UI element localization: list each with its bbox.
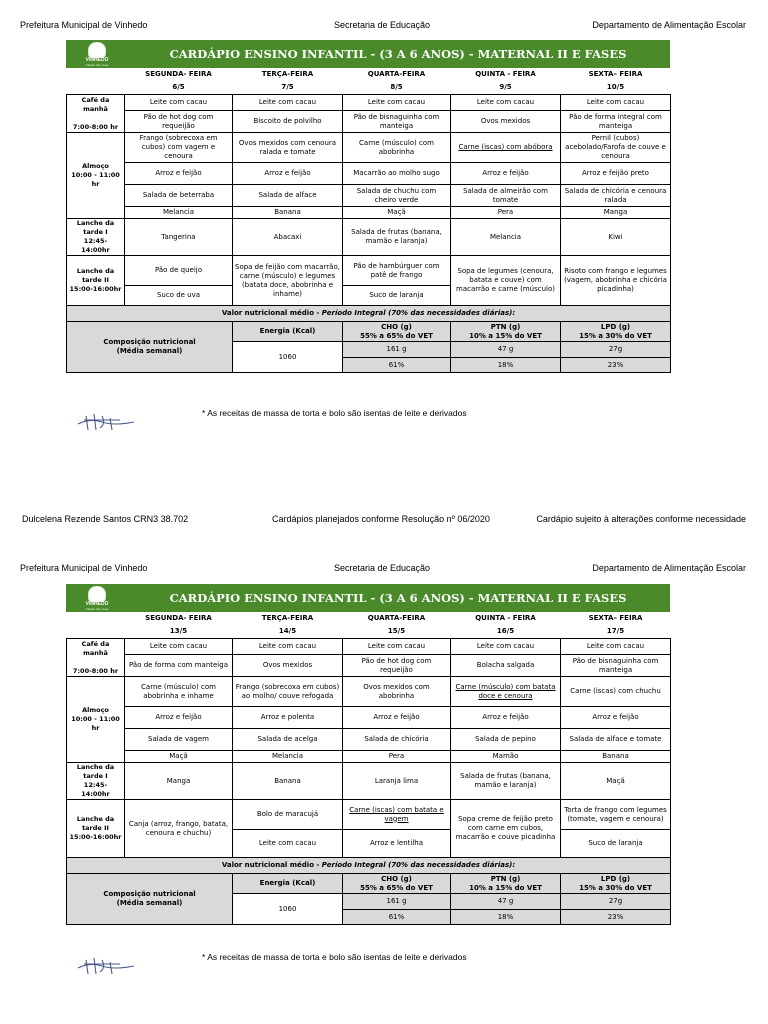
ptn-pct: 18%	[451, 358, 561, 373]
menu-cell: Frango (sobrecoxa em cubos) com vagem e cenoura	[125, 133, 233, 163]
cho-header	[343, 322, 451, 342]
menu-cell: Leite com cacau	[125, 639, 233, 655]
breakfast-row-2	[67, 111, 671, 133]
menu-cell: Sopa de feijão com macarrão, carne (músculo) e legumes (batata doce, abobrinha e inhame)	[233, 256, 343, 306]
menu-cell: Pão de bisnaguinha com manteiga	[561, 655, 671, 677]
meal-label-snack-1	[67, 763, 125, 800]
menu-cell: Macarrão ao molho sugo	[343, 163, 451, 185]
menu-cell: Laranja lima	[343, 763, 451, 800]
menu-cell: Banana	[233, 763, 343, 800]
cho-range: 55% a 65% do VET	[360, 883, 433, 892]
menu-cell: Arroz e feijão	[125, 163, 233, 185]
menu-cell: Leite com cacau	[561, 95, 671, 111]
lpd-grams: 27g	[561, 894, 671, 910]
city-crest-icon	[88, 586, 106, 602]
meal-time: 10:00 - 11:00 hr	[71, 715, 120, 732]
menu-cell: Pão de forma integral com manteiga	[561, 111, 671, 133]
meal-label-lunch	[67, 133, 125, 219]
menu-cell: Banana	[233, 207, 343, 219]
lpd-header	[561, 322, 671, 342]
lpd-pct: 23%	[561, 910, 671, 925]
energy-label: Energia (Kcal)	[233, 874, 343, 894]
header-secretariat: Secretaria de Educação	[334, 563, 431, 573]
nutrition-title	[67, 858, 671, 874]
menu-cell: Pão de bisnaguinha com manteiga	[343, 111, 451, 133]
ptn-label: PTN (g)	[490, 322, 521, 331]
weekday-label: SEGUNDA- FEIRA	[145, 614, 212, 622]
menu-cell: Pão de hambúrguer com patê de frango	[343, 256, 451, 286]
header-municipality: Prefeitura Municipal de Vinhedo	[20, 20, 148, 30]
date-label: 15/5	[343, 625, 451, 639]
header-department: Departamento de Alimentação Escolar	[592, 20, 746, 30]
breakfast-row	[67, 95, 671, 111]
menu-cell: Abacaxi	[233, 219, 343, 256]
date-label: 9/5	[451, 81, 561, 95]
meal-label-snack-2	[67, 256, 125, 306]
menu-cell: Carne (iscas) com batata e vagem	[343, 800, 451, 830]
header-secretariat: Secretaria de Educação	[334, 20, 431, 30]
vinhedo-logo	[76, 42, 118, 66]
menu-cell: Manga	[125, 763, 233, 800]
meal-time: 15:00-16:00hr	[69, 285, 122, 293]
lpd-range: 15% a 30% do VET	[579, 331, 652, 340]
cho-grams: 161 g	[343, 894, 451, 910]
logo-subtitle: Cidade das Uvas	[85, 607, 109, 611]
menu-cell: Ovos mexidos com cenoura ralada e tomate	[233, 133, 343, 163]
weekday-label: TERÇA-FEIRA	[261, 70, 314, 78]
menu-cell: Mamão	[451, 751, 561, 763]
header-department: Departamento de Alimentação Escolar	[592, 563, 746, 573]
menu-cell: Biscoito de polvilho	[233, 111, 343, 133]
date-label: 13/5	[125, 625, 233, 639]
menu-cell: Melancia	[451, 219, 561, 256]
cho-label: CHO (g)	[381, 322, 412, 331]
menu-cell: Carne (iscas) com chuchu	[561, 677, 671, 707]
ptn-header	[451, 322, 561, 342]
cho-pct: 61%	[343, 358, 451, 373]
menu-cell: Ovos mexidos com abobrinha	[343, 677, 451, 707]
menu-table	[66, 612, 671, 925]
logo-subtitle: Cidade das Uvas	[85, 63, 109, 67]
composition-text: Composição nutricional	[103, 338, 196, 346]
lunch-row-1	[67, 677, 671, 707]
menu-cell: Bolo de maracujá	[233, 800, 343, 830]
menu-cell: Carne (músculo) com batata doce e cenoura	[451, 677, 561, 707]
date-label: 14/5	[233, 625, 343, 639]
menu-cell: Maçã	[561, 763, 671, 800]
weekday-label: SEXTA– FEIRA	[588, 614, 643, 622]
meal-name: Café da manhã	[81, 95, 110, 113]
menu-cell: Carne (músculo) com abobrinha e inhame	[125, 677, 233, 707]
nutrition-title-row	[67, 858, 671, 874]
menu-cell: Melancia	[125, 207, 233, 219]
cho-pct: 61%	[343, 910, 451, 925]
menu-cell: Salada de chuchu com cheiro verde	[343, 185, 451, 207]
ptn-label: PTN (g)	[490, 874, 521, 883]
meal-label-snack-1	[67, 219, 125, 256]
weekday-row	[67, 612, 671, 625]
menu-cell: Arroz e feijão	[451, 707, 561, 729]
menu-cell: Risoto com frango e legumes (vagem, abobrinha e chicória picadinha)	[561, 256, 671, 306]
composition-sub: (Média semanal)	[116, 347, 183, 355]
meal-name: Lanche da tarde I	[76, 219, 115, 236]
menu-cell: Canja (arroz, frango, batata, cenoura e chuchu)	[125, 800, 233, 858]
energy-value: 1060	[233, 894, 343, 925]
logo-name: VINHEDO	[85, 601, 109, 607]
date-label: 6/5	[125, 81, 233, 95]
lunch-row-1	[67, 133, 671, 163]
menu-title-bar	[66, 584, 670, 612]
meal-name: Almoço	[82, 162, 109, 170]
snack-2-row	[67, 256, 671, 286]
meal-label-snack-2	[67, 800, 125, 858]
menu-cell: Leite com cacau	[233, 830, 343, 858]
menu-cell: Arroz e feijão	[451, 163, 561, 185]
signature-image	[76, 954, 136, 976]
lunch-row-3	[67, 185, 671, 207]
cho-header	[343, 874, 451, 894]
note-text: * As receitas de massa de torta e bolo são isentas de leite e derivados	[202, 408, 467, 418]
nutrition-header-row	[67, 322, 671, 342]
snack-1-row	[67, 763, 671, 800]
menu-cell: Arroz e polenta	[233, 707, 343, 729]
meal-time: 12:45- 14:00hr	[81, 781, 110, 798]
meal-name: Lanche da tarde II	[76, 267, 115, 284]
footer-nutritionist: Dulcelena Rezende Santos CRN3 38.702	[22, 514, 189, 524]
menu-cell: Arroz e feijão	[233, 163, 343, 185]
menu-cell: Sopa creme de feijão preto com carne em cubos, macarrão e couve picadinha	[451, 800, 561, 858]
energy-value: 1060	[233, 342, 343, 373]
meal-time: 15:00-16:00hr	[69, 833, 122, 841]
menu-cell: Salada de vagem	[125, 729, 233, 751]
menu-cell: Arroz e feijão preto	[561, 163, 671, 185]
weekday-label: QUARTA-FEIRA	[367, 614, 426, 622]
meal-label-lunch	[67, 677, 125, 763]
lunch-row-4	[67, 207, 671, 219]
weekday-label: TERÇA-FEIRA	[261, 614, 314, 622]
menu-cell: Salada de pepino	[451, 729, 561, 751]
nutrition-composition-label	[67, 874, 233, 925]
meal-time: 7:00-8:00 hr	[72, 122, 119, 131]
lunch-row-2	[67, 163, 671, 185]
lpd-grams: 27g	[561, 342, 671, 358]
weekday-label: QUARTA-FEIRA	[367, 70, 426, 78]
lpd-header	[561, 874, 671, 894]
footer-disclaimer: Cardápio sujeito à alterações conforme necessidade	[536, 514, 746, 524]
weekday-label: QUINTA - FEIRA	[475, 614, 536, 622]
menu-cell: Pão de queijo	[125, 256, 233, 286]
menu-cell: Tangerina	[125, 219, 233, 256]
menu-cell: Bolacha salgada	[451, 655, 561, 677]
menu-cell: Kiwi	[561, 219, 671, 256]
cho-range: 55% a 65% do VET	[360, 331, 433, 340]
cho-grams: 161 g	[343, 342, 451, 358]
menu-cell: Carne (iscas) com abóbora	[451, 133, 561, 163]
menu-cell: Manga	[561, 207, 671, 219]
energy-label: Energia (Kcal)	[233, 322, 343, 342]
menu-cell: Ovos mexidos	[451, 111, 561, 133]
vinhedo-logo	[76, 586, 118, 610]
date-label: 16/5	[451, 625, 561, 639]
menu-cell: Ovos mexidos	[233, 655, 343, 677]
menu-cell: Leite com cacau	[343, 95, 451, 111]
menu-cell: Suco de uva	[125, 286, 233, 306]
menu-cell: Melancia	[233, 751, 343, 763]
weekday-label: SEXTA– FEIRA	[588, 70, 643, 78]
menu-cell: Leite com cacau	[125, 95, 233, 111]
date-label: 17/5	[561, 625, 671, 639]
lunch-row-4	[67, 751, 671, 763]
menu-cell: Arroz e feijão	[125, 707, 233, 729]
menu-cell: Salada de alface e tomate	[561, 729, 671, 751]
menu-cell: Salada de almeirão com tomate	[451, 185, 561, 207]
snack-2-row	[67, 800, 671, 830]
menu-cell: Maçã	[343, 207, 451, 219]
nutrition-title-em: Período Integral (70% das necessidades diárias):	[321, 861, 516, 869]
menu-cell: Salada de chicória	[343, 729, 451, 751]
menu-cell: Suco de laranja	[561, 830, 671, 858]
signature-image	[76, 410, 136, 432]
menu-cell: Leite com cacau	[451, 639, 561, 655]
weekday-label: SEGUNDA- FEIRA	[145, 70, 212, 78]
menu-cell: Leite com cacau	[561, 639, 671, 655]
ptn-range: 10% a 15% do VET	[469, 883, 542, 892]
menu-cell: Leite com cacau	[343, 639, 451, 655]
weekday-row	[67, 68, 671, 81]
menu-cell: Pernil (cubos) acebolado/Farofa de couve e cenoura	[561, 133, 671, 163]
menu-cell: Salada de frutas (banana, mamão e laranja)	[343, 219, 451, 256]
lunch-row-3	[67, 729, 671, 751]
menu-title: CARDÁPIO ENSINO INFANTIL - (3 A 6 ANOS) - MATERNAL II E FASES	[169, 591, 627, 605]
menu-cell: Leite com cacau	[451, 95, 561, 111]
menu-cell: Salada de acelga	[233, 729, 343, 751]
menu-cell: Suco de laranja	[343, 286, 451, 306]
meal-name: Café da manhã	[81, 639, 110, 657]
menu-cell: Banana	[561, 751, 671, 763]
footer-resolution: Cardápios planejados conforme Resolução nº 06/2020	[272, 514, 490, 524]
note-text: * As receitas de massa de torta e bolo são isentas de leite e derivados	[202, 952, 467, 962]
menu-cell: Arroz e feijão	[561, 707, 671, 729]
date-label: 8/5	[343, 81, 451, 95]
menu-cell: Arroz e feijão	[343, 707, 451, 729]
menu-cell: Salada de chicória e cenoura ralada	[561, 185, 671, 207]
ptn-pct: 18%	[451, 910, 561, 925]
meal-name: Lanche da tarde II	[76, 815, 115, 832]
composition-sub: (Média semanal)	[116, 899, 183, 907]
date-label: 7/5	[233, 81, 343, 95]
menu-cell: Torta de frango com legumes (tomate, vagem e cenoura)	[561, 800, 671, 830]
menu-cell: Frango (sobrecoxa em cubos) ao molho/ couve refogada	[233, 677, 343, 707]
breakfast-row	[67, 639, 671, 655]
menu-cell: Pera	[451, 207, 561, 219]
menu-cell: Leite com cacau	[233, 639, 343, 655]
nutrition-composition-label	[67, 322, 233, 373]
date-row	[67, 625, 671, 639]
meal-label-breakfast	[67, 95, 125, 133]
ptn-grams: 47 g	[451, 342, 561, 358]
ptn-header	[451, 874, 561, 894]
meal-label-breakfast	[67, 639, 125, 677]
menu-cell: Maçã	[125, 751, 233, 763]
nutrition-title-em: Período Integral (70% das necessidades diárias):	[321, 309, 516, 317]
menu-cell: Pera	[343, 751, 451, 763]
lpd-label: LPD (g)	[600, 322, 631, 331]
menu-cell: Pão de forma com manteiga	[125, 655, 233, 677]
lunch-row-2	[67, 707, 671, 729]
ptn-grams: 47 g	[451, 894, 561, 910]
nutrition-header-row	[67, 874, 671, 894]
lpd-pct: 23%	[561, 358, 671, 373]
nutrition-title-prefix: Valor nutricional médio -	[221, 861, 322, 869]
header-municipality: Prefeitura Municipal de Vinhedo	[20, 563, 148, 573]
page-footer	[0, 514, 768, 528]
nutrition-title	[67, 306, 671, 322]
page-header-1	[0, 20, 768, 34]
date-row	[67, 81, 671, 95]
meal-name: Lanche da tarde I	[76, 763, 115, 780]
meal-time: 12:45- 14:00hr	[81, 237, 110, 254]
meal-time: 10:00 - 11:00 hr	[71, 171, 120, 188]
city-crest-icon	[88, 42, 106, 58]
menu-cell: Salada de alface	[233, 185, 343, 207]
nutrition-title-row	[67, 306, 671, 322]
composition-text: Composição nutricional	[103, 890, 196, 898]
logo-name: VINHEDO	[85, 57, 109, 63]
menu-cell: Salada de beterraba	[125, 185, 233, 207]
lpd-label: LPD (g)	[600, 874, 631, 883]
nutrition-title-prefix: Valor nutricional médio -	[221, 309, 322, 317]
snack-1-row	[67, 219, 671, 256]
menu-cell: Leite com cacau	[233, 95, 343, 111]
menu-title-bar	[66, 40, 670, 68]
menu-cell: Pão de hot dog com requeijão	[343, 655, 451, 677]
menu-block-week-2	[66, 584, 670, 925]
meal-name: Almoço	[82, 706, 109, 714]
breakfast-row-2	[67, 655, 671, 677]
ptn-range: 10% a 15% do VET	[469, 331, 542, 340]
menu-cell: Salada de frutas (banana, mamão e laranja)	[451, 763, 561, 800]
menu-title: CARDÁPIO ENSINO INFANTIL - (3 A 6 ANOS) - MATERNAL II E FASES	[169, 47, 627, 61]
menu-table	[66, 68, 671, 373]
menu-cell: Pão de hot dog com requeijão	[125, 111, 233, 133]
cho-label: CHO (g)	[381, 874, 412, 883]
date-label: 10/5	[561, 81, 671, 95]
menu-cell: Carne (músculo) com abobrinha	[343, 133, 451, 163]
menu-block-week-1	[66, 40, 670, 373]
meal-time: 7:00-8:00 hr	[72, 666, 119, 675]
menu-cell: Sopa de legumes (cenoura, batata e couve) com macarrão e carne (músculo)	[451, 256, 561, 306]
weekday-label: QUINTA - FEIRA	[475, 70, 536, 78]
lpd-range: 15% a 30% do VET	[579, 883, 652, 892]
page-header-2	[0, 563, 768, 577]
menu-cell: Arroz e lentilha	[343, 830, 451, 858]
